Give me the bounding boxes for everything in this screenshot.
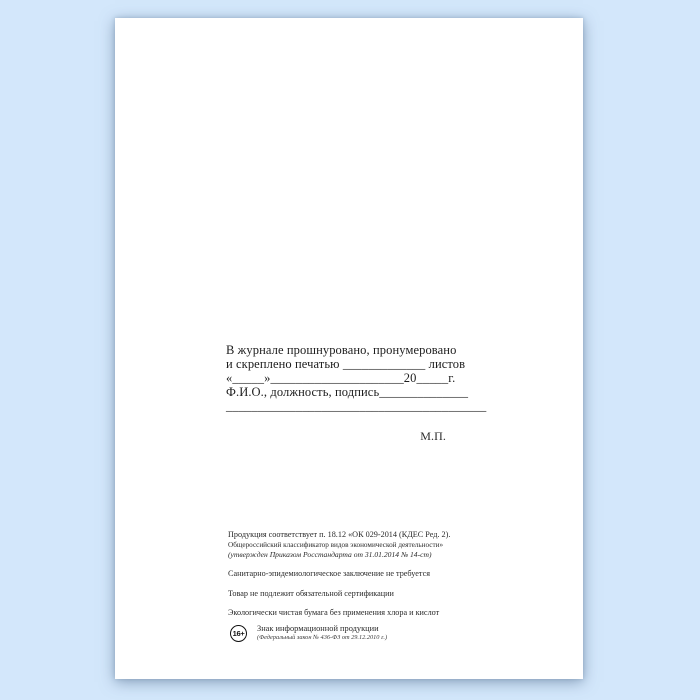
sanitary-note: Санитарно-эпидемиологическое заключение не требуется xyxy=(228,569,430,578)
compliance-note-block xyxy=(228,530,488,560)
binding-line-3-date: «_____»_____________________20_____г. xyxy=(226,371,456,385)
age-16-badge-icon: 16+ xyxy=(230,625,247,642)
age-mark-law: (Федеральный закон № 436-ФЗ от 29.12.2010 г.) xyxy=(257,634,388,641)
stamp-place-label: М.П. xyxy=(420,429,446,443)
binding-statement-block xyxy=(226,343,487,443)
compliance-line-1: Продукция соответствует п. 18.12 «ОК 029-2014 (КДЕС Ред. 2). xyxy=(228,530,451,539)
compliance-line-2: Общероссийский классификатор видов экономической деятельности» xyxy=(228,541,444,549)
certification-note: Товар не подлежит обязательной сертификации xyxy=(228,589,394,598)
age-mark-text xyxy=(257,624,387,642)
binding-line-2: и скреплено печатью _____________ листов xyxy=(226,357,466,371)
compliance-line-3: (утвержден Приказом Росстандарта от 31.01.2014 № 14-ст) xyxy=(228,550,432,559)
binding-line-5-rule: _________________________________________ xyxy=(226,399,487,413)
binding-line-4-signature: Ф.И.О., должность, подпись______________ xyxy=(226,385,469,399)
age-mark-row xyxy=(230,624,387,642)
eco-paper-note: Экологически чистая бумага без применения хлора и кислот xyxy=(228,608,440,617)
binding-line-1: В журнале прошнуровано, пронумеровано xyxy=(226,343,457,357)
journal-back-page xyxy=(115,18,583,679)
age-mark-title: Знак информационной продукции xyxy=(257,624,379,633)
